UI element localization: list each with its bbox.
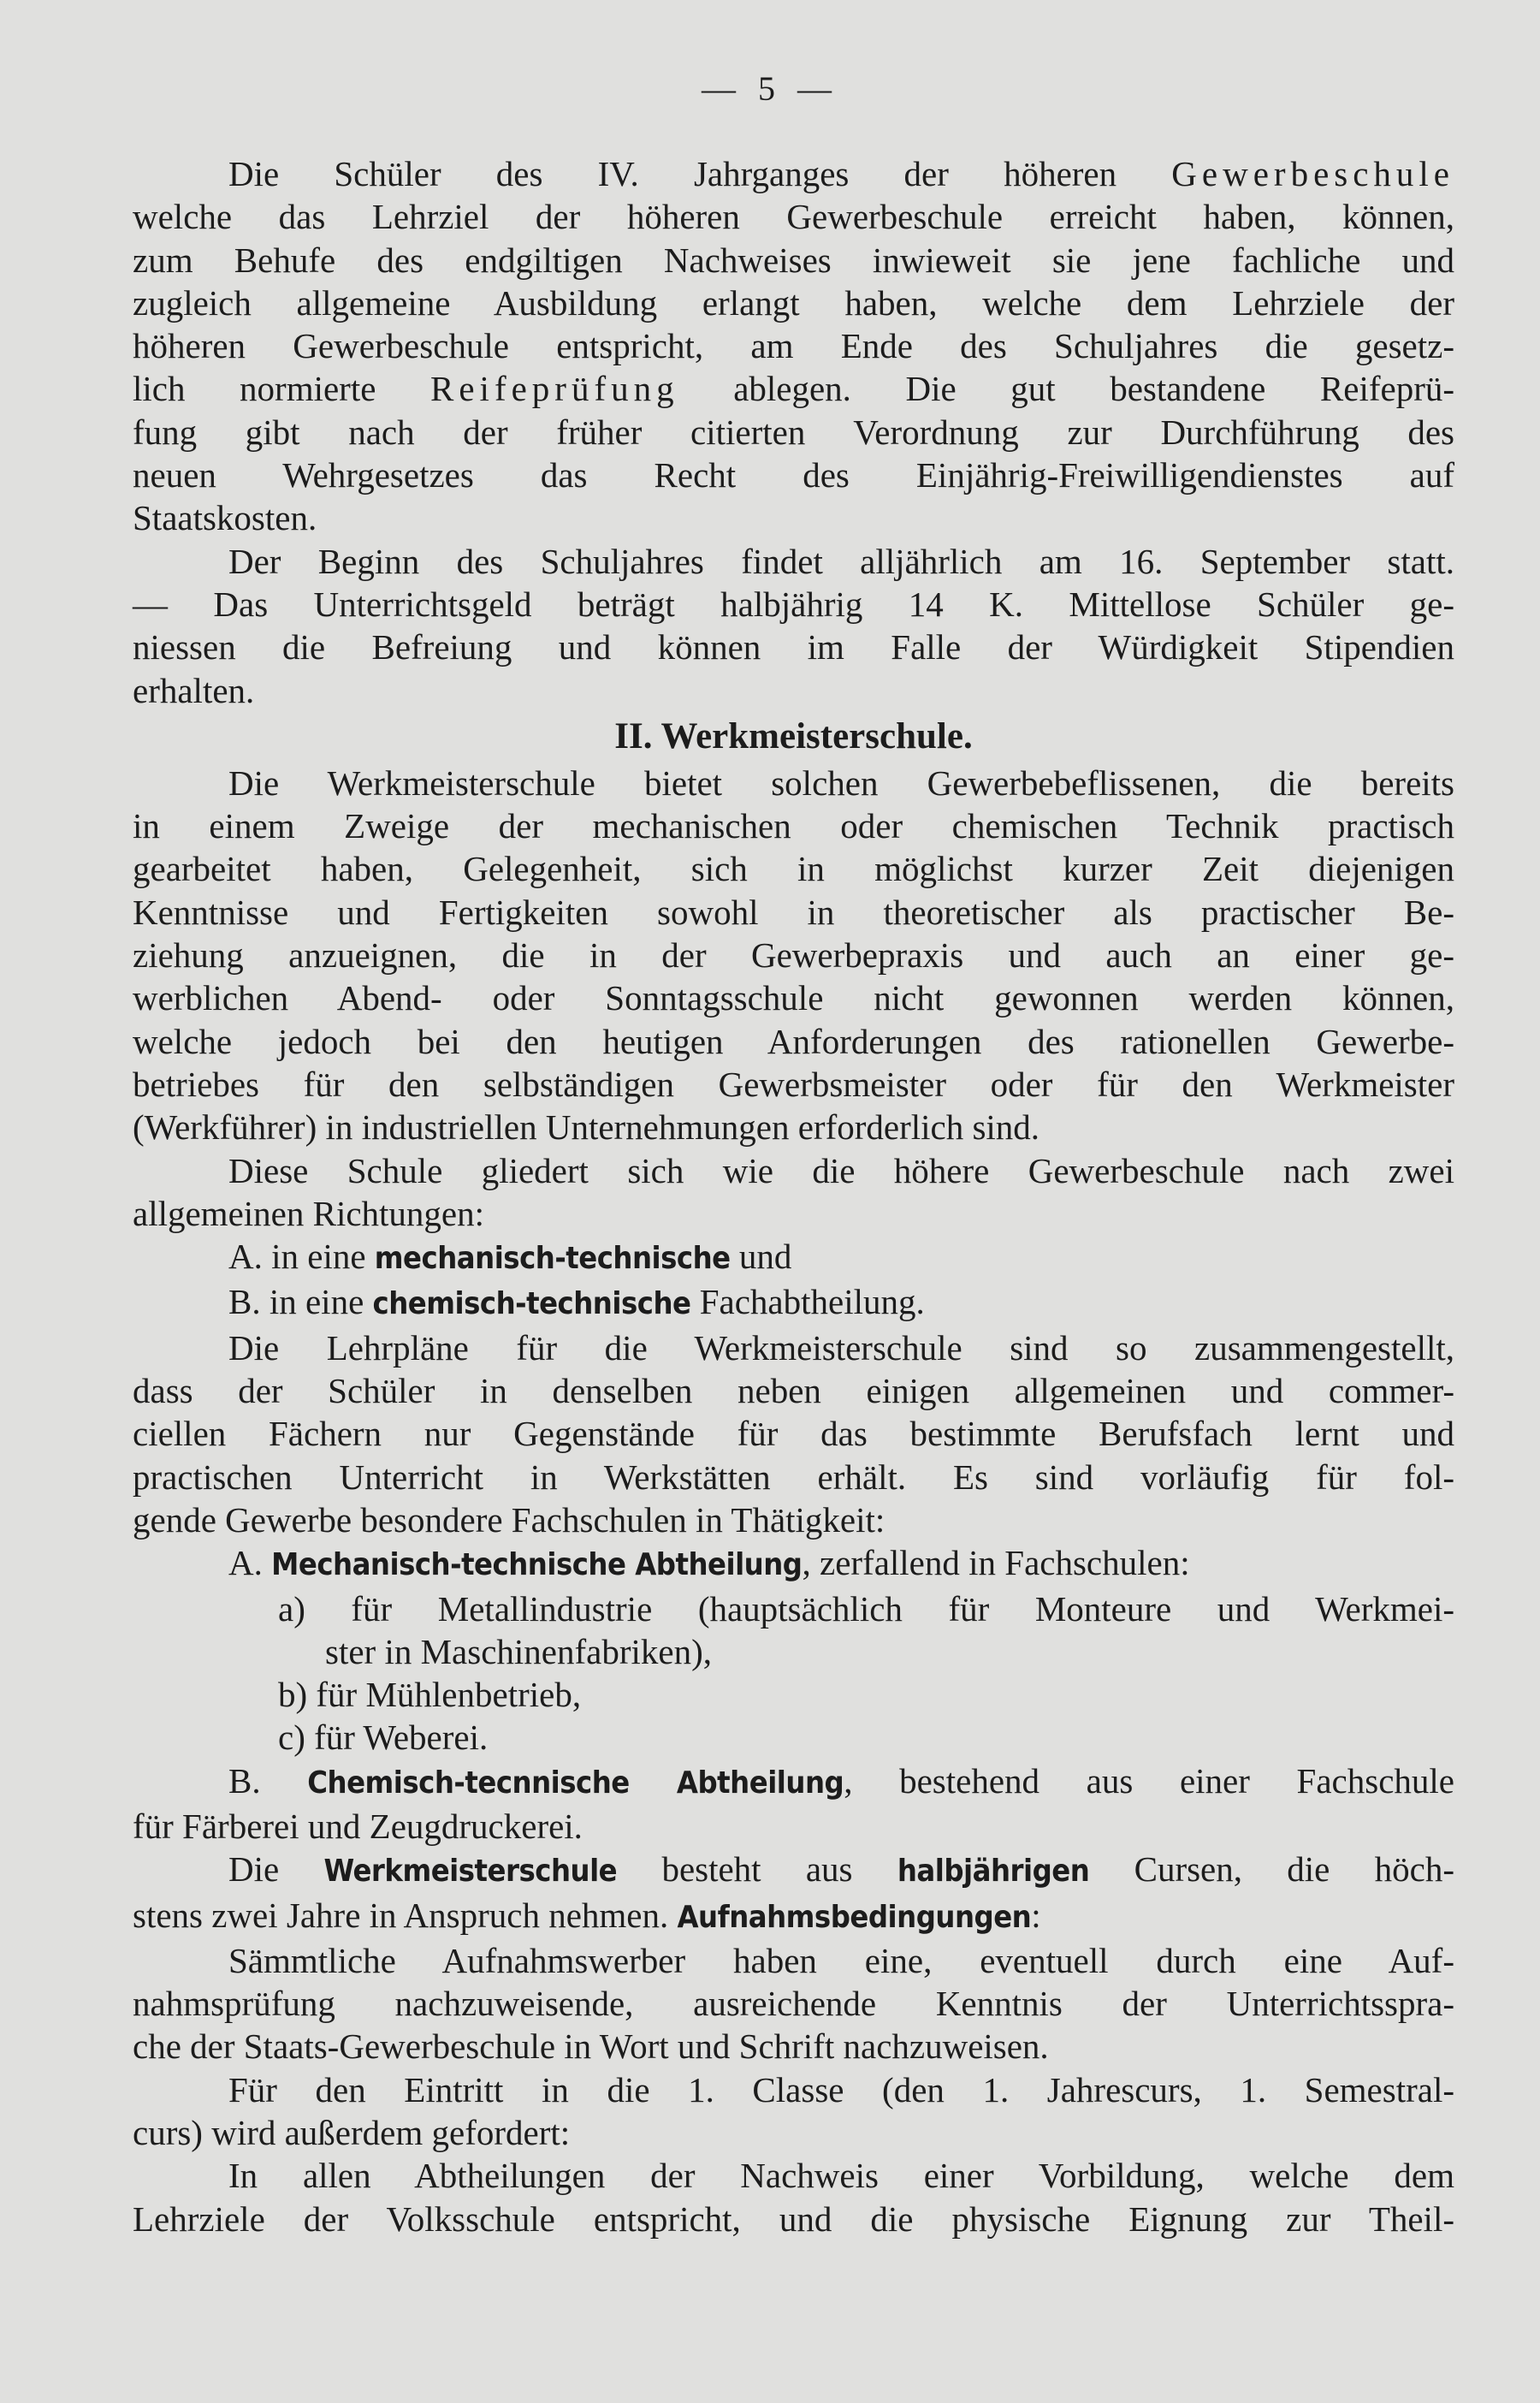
text-line: Staatskosten.: [133, 498, 317, 538]
text-line: practischen Unterricht in Werkstätten erhält. Es sind vorläufig für fol-: [133, 1457, 1454, 1497]
text-line: niessen die Befreiung und können im Falle der Würdigkeit Stipendien: [133, 627, 1454, 668]
list-item: B. Chemisch-tecnnische Abtheilung, bestehend aus einer Fachschule: [228, 1760, 1454, 1801]
text-line: welche jedoch bei den heutigen Anforderungen des rationellen Gewerbe-: [133, 1021, 1454, 1061]
emphasized-term: Reifeprüfung: [430, 369, 679, 409]
bold-term: Chemisch-tecnnische Abtheilung: [307, 1765, 844, 1801]
paragraph-curse: [133, 1848, 1454, 1939]
text-line: — Das Unterrichtsgeld beträgt halbjährig 14 K. Mittellose Schüler ge-: [133, 584, 1454, 624]
paragraph-aufnahmswerber: [133, 1939, 1454, 2068]
text-line: lich normierte Reifeprüfung ablegen. Die gut bestandene Reifeprü-: [133, 369, 1455, 409]
text-line: curs) wird außerdem gefordert:: [133, 2113, 571, 2153]
text-line: Die Werkmeisterschule bietet solchen Gewerbebeflissenen, die bereits: [228, 762, 1454, 803]
paragraph-reifepruefung: [133, 152, 1454, 540]
text-line: Die Werkmeisterschule besteht aus halbjährigen Cursen, die höch-: [228, 1849, 1455, 1890]
text-line: Die Schüler des IV. Jahrganges der höheren Gewerbeschule: [228, 154, 1455, 193]
text-line: werblichen Abend- oder Sonntagsschule nicht gewonnen werden können,: [133, 978, 1454, 1018]
list-item: B. in eine chemisch-technische Fachabtheilung.: [228, 1282, 925, 1322]
text-line: allgemeinen Richtungen:: [133, 1193, 485, 1233]
text-line: stens zwei Jahre in Anspruch nehmen. Aufnahmsbedingungen:: [133, 1895, 1041, 1935]
text-line: zugleich allgemeine Ausbildung erlangt haben, welche dem Lehrziele der: [133, 282, 1454, 323]
bold-term: Aufnahmsbedingungen: [677, 1899, 1032, 1935]
bold-term: Mechanisch-technische Abtheilung: [271, 1547, 803, 1583]
bold-term: Werkmeisterschule: [323, 1854, 618, 1890]
paragraph-richtungen: [133, 1149, 1454, 1326]
bold-term: mechanisch-technische: [374, 1241, 731, 1277]
text-line: Der Beginn des Schuljahres findet alljährlich am 16. September statt.: [228, 541, 1454, 581]
list-item: A. Mechanisch-technische Abtheilung, zerfallend in Fachschulen:: [228, 1543, 1190, 1583]
text-line: Lehrziele der Volksschule entspricht, und die physische Eignung zur Theil-: [133, 2198, 1454, 2239]
text-line: gende Gewerbe besondere Fachschulen in Thätigkeit:: [133, 1499, 886, 1540]
list-item: ster in Maschinenfabriken),: [325, 1631, 712, 1671]
text-line: neuen Wehrgesetzes das Recht des Einjährig-Freiwilligendienstes auf: [133, 455, 1454, 495]
text-line: in einem Zweige der mechanischen oder chemischen Technik practisch: [133, 806, 1454, 846]
paragraph-lehrplaene: [133, 1326, 1454, 1848]
text-line: (Werkführer) in industriellen Unternehmungen erforderlich sind.: [133, 1107, 1040, 1148]
bold-term: chemisch-technische: [372, 1286, 691, 1322]
text-line: In allen Abtheilungen der Nachweis einer Vorbildung, welche dem: [228, 2156, 1454, 2196]
body-text: [133, 152, 1454, 2240]
list-item: a) für Metallindustrie (hauptsächlich für Monteure und Werkmei-: [278, 1588, 1454, 1629]
text-line: ciellen Fächern nur Gegenstände für das bestimmte Berufsfach lernt und: [133, 1414, 1454, 1454]
text-line: betriebes für den selbständigen Gewerbsmeister oder für den Werkmeister: [133, 1064, 1454, 1104]
text-line: erhalten.: [133, 670, 255, 710]
list-item: c) für Weberei.: [278, 1718, 489, 1758]
paragraph-eintritt: [133, 2068, 1454, 2155]
text-line: ziehung anzueignen, die in der Gewerbepraxis und auch an einer ge-: [133, 935, 1454, 976]
text-line: höheren Gewerbeschule entspricht, am Ende des Schuljahres die gesetz-: [133, 326, 1454, 366]
bold-term: halbjährigen: [897, 1854, 1090, 1890]
text-line: Diese Schule gliedert sich wie die höhere Gewerbeschule nach zwei: [228, 1150, 1454, 1190]
text-line: nahmsprüfung nachzuweisende, ausreichende Kenntnis der Unterrichtsspra-: [133, 1984, 1454, 2024]
emphasized-term: Gewerbeschule: [1171, 154, 1455, 193]
text-line: für Färberei und Zeugdruckerei.: [133, 1806, 583, 1846]
text-line: dass der Schüler in denselben neben einigen allgemeinen und commer-: [133, 1371, 1454, 1411]
text-line: Sämmtliche Aufnahmswerber haben eine, eventuell durch eine Auf-: [228, 1940, 1454, 1980]
text-line: Kenntnisse und Fertigkeiten sowohl in theoretischer als practischer Be-: [133, 892, 1454, 932]
page-number: — 5 —: [702, 69, 838, 108]
paragraph-abtheilungen: [133, 2154, 1454, 2240]
text-line: Die Lehrpläne für die Werkmeisterschule sind so zusammengestellt,: [228, 1327, 1454, 1368]
text-line: che der Staats-Gewerbeschule in Wort und Schrift nachzuweisen.: [133, 2026, 1049, 2067]
text-line: zum Behufe des endgiltigen Nachweises inwieweit sie jene fachliche und: [133, 240, 1454, 280]
list-item: b) für Mühlenbetrieb,: [278, 1675, 582, 1715]
text-line: gearbeitet haben, Gelegenheit, sich in möglichst kurzer Zeit diejenigen: [133, 849, 1454, 889]
list-item: A. in eine mechanisch-technische und: [228, 1237, 792, 1277]
paragraph-schuljahr: [133, 540, 1454, 712]
text-line: welche das Lehrziel der höheren Gewerbeschule erreicht haben, können,: [133, 197, 1454, 237]
section-heading: II. Werkmeisterschule.: [614, 715, 973, 756]
text-line: Für den Eintritt in die 1. Classe (den 1. Jahrescurs, 1. Semestral-: [228, 2069, 1454, 2109]
text-line: fung gibt nach der früher citierten Verordnung zur Durchführung des: [133, 412, 1454, 452]
paragraph-werkmeisterschule: [133, 762, 1454, 1149]
